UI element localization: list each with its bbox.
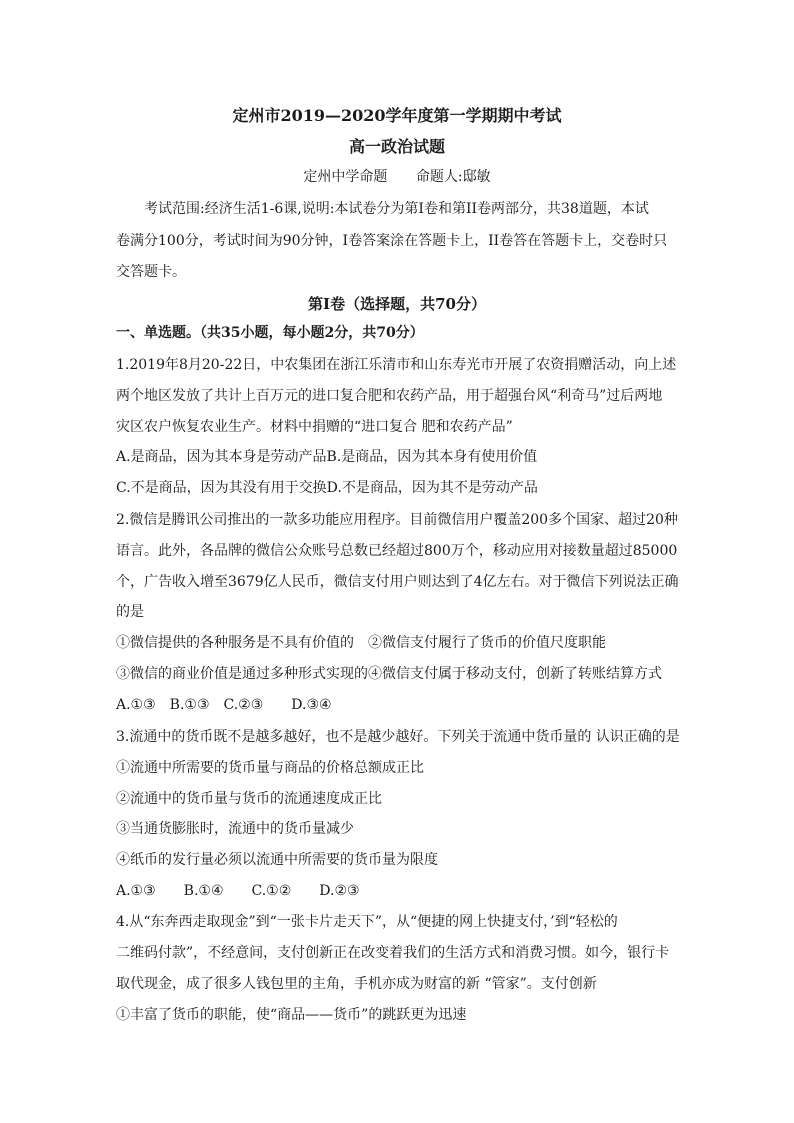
instruction-line: 考试范围:经济生活1-6课,说明:本试卷分为第I卷和第II卷两部分，共38道题，本试: [144, 201, 649, 217]
question-line: 3.流通中的货币既不是越多越好，也不是越少越好。下列关于流通中货币量的 认识正确的是: [116, 729, 680, 745]
question-line: 语言。此外，各品牌的微信公众账号总数已经超过800万个，移动应用对接数量超过85000: [116, 543, 678, 559]
question-line: 2.微信是腾讯公司推出的一款多功能应用程序。目前微信用户覆盖200多个国家、超过20种: [116, 512, 678, 528]
question-line: 两个地区发放了共计上百万元的进口复合肥和农药产品，用于超强台风“利奇马”过后两地: [116, 388, 663, 404]
question-option: A.①③ B.①③ C.②③ D.③④: [116, 697, 332, 713]
question-line: ③当通货膨胀时，流通中的货币量减少: [116, 821, 354, 837]
question-line: ①流通中所需要的货币量与商品的价格总额成正比: [116, 760, 424, 776]
section-part: 一、单选题。（共35小题，每小题2分，共70分）: [116, 325, 424, 341]
question-line: ①微信提供的各种服务是不具有价值的 ②微信支付履行了货币的价值尺度职能: [116, 635, 606, 651]
question-line: 二维码付款”，不经意间，支付创新正在改变着我们的生活方式和消费习惯。如今，银行卡: [116, 945, 670, 961]
question-line: ②流通中的货币量与货币的流通速度成正比: [116, 791, 382, 807]
question-line: 个，广告收入增至3679亿人民币，微信支付用户则达到了4亿左右。对于微信下列说法正确: [116, 574, 679, 590]
question-line: 的是: [116, 604, 144, 620]
question-line: 1.2019年8月20-22日，中农集团在浙江乐清市和山东寿光市开展了农资捐赠活动，向上述: [116, 357, 677, 373]
exam-author-line: [0, 166, 794, 186]
question-line: 4.从“东奔西走取现金”到“一张卡片走天下”，从“便捷的网上快捷支付，’到“轻松的: [116, 914, 618, 930]
exam-title: 定州市2019—2020学年度第一学期期中考试: [232, 106, 562, 125]
exam-subtitle: 高一政治试题: [348, 137, 445, 156]
author-label: 命题人:邸敏: [415, 169, 491, 185]
question-line: 灾区农户恢复农业生产。材料中捐赠的“进口复合 肥和农药产品”: [116, 419, 513, 435]
question-option: A.①③ B.①④ C.①② D.②③: [116, 883, 360, 899]
question-line: ④纸币的发行量必须以流通中所需要的货币量为限度: [116, 852, 438, 868]
question-line: ①丰富了货币的职能，使“商品——货币”的跳跃更为迅速: [116, 1007, 467, 1023]
question-option: A.是商品，因为其本身是劳动产品B.是商品，因为其本身有使用价值: [116, 449, 538, 465]
question-option: C.不是商品，因为其没有用于交换D.不是商品，因为其不是劳动产品: [116, 480, 538, 496]
instruction-line: 卷满分100分，考试时间为90分钟，I卷答案涂在答题卡上，II卷答在答题卡上，交卷时只: [116, 233, 668, 249]
question-line: 取代现金，成了很多人钱包里的主角，手机亦成为财富的新 “管家”。支付创新: [116, 976, 597, 992]
instruction-line: 交答题卡。: [116, 264, 186, 280]
question-line: ③微信的商业价值是通过多种形式实现的④微信支付属于移动支付，创新了转账结算方式: [116, 666, 662, 682]
school-label: 定州中学命题: [303, 169, 388, 185]
section-title: 第I卷（选择题，共70分）: [308, 295, 486, 313]
